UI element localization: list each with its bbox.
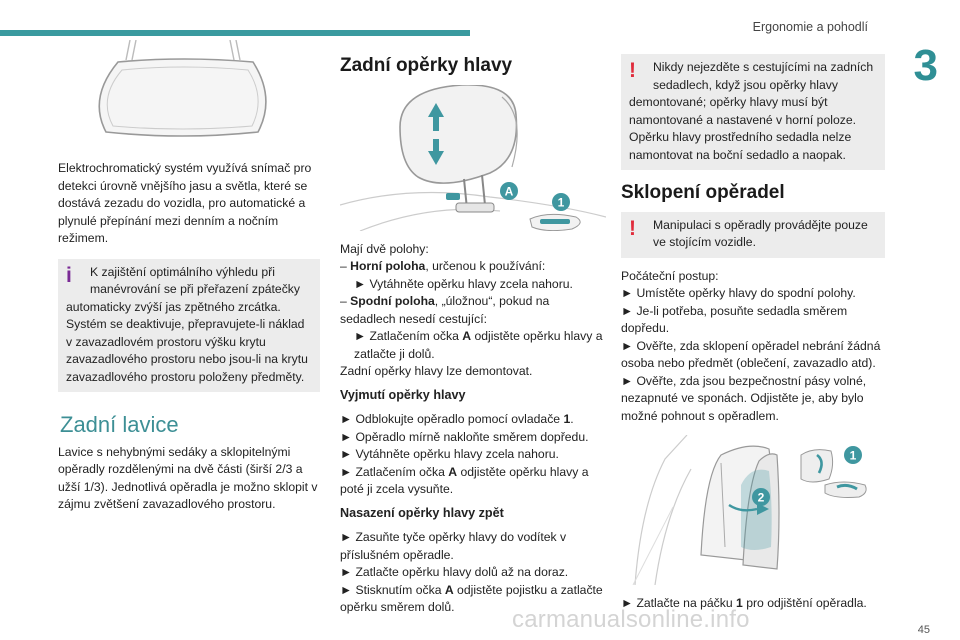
warning2-lead: Manipulaci s opěradly provádějte pouze ve stojícím vozidle. bbox=[653, 217, 868, 249]
final-step-a: ► Zatlačte na páčku bbox=[621, 596, 737, 610]
refit-step-3c: odjistěte pojistku a zatlačte opěrku směrem dolů. bbox=[340, 582, 603, 614]
column-middle bbox=[340, 54, 606, 617]
final-step-b: 1 bbox=[736, 596, 743, 610]
warning-box-backrest bbox=[621, 212, 885, 258]
chapter-title: Ergonomie a pohodlí bbox=[752, 20, 868, 34]
lower-step bbox=[340, 328, 606, 363]
chapter-number: 3 bbox=[913, 41, 938, 90]
watermark: carmanualsonline.info bbox=[512, 606, 750, 633]
refit-step-3b: A bbox=[444, 582, 454, 597]
lower-step-c: odjistěte opěrku hlavy a zatlačte ji dolů. bbox=[354, 329, 603, 361]
lower-label: Spodní poloha bbox=[350, 294, 435, 308]
info-body: automaticky zvýší jas zpětného zrcátka. Systém se deaktivuje, přepravujete-li náklad v zavazadlovém prostoru výšku krytu zavazadlového prostoru nebo jsou-li na krytu zavazadlového prostoru položeny předměty. bbox=[66, 299, 308, 384]
info-icon: i bbox=[66, 263, 72, 287]
removal-step-1 bbox=[340, 411, 606, 429]
removable-note: Zadní opěrky hlavy lze demontovat. bbox=[340, 364, 533, 378]
rear-bench-text: Lavice s nehybnými sedáky a sklopitelnými opěradly rozdělenými na dvě části (širší 2/3 a užší 1/3). Jednotlivá opěradla je možno sklopit v zájmu zvětšení zavazadlového prostoru. bbox=[58, 444, 318, 511]
callout-1-label: 1 bbox=[557, 195, 565, 209]
refit-step-2: ► Zatlačte opěrku hlavy dolů až na doraz. bbox=[340, 565, 569, 579]
lower-step-b: A bbox=[462, 329, 472, 343]
prerequisite-4: ► Ověřte, zda jsou bezpečnostní pásy volné, nezapnuté ve sponách. Odjistěte je, aby bylo možné pohnout s opěradlem. bbox=[621, 373, 867, 423]
upper-rest: , určenou k používání: bbox=[425, 259, 546, 273]
rearview-mirror-illustration bbox=[58, 40, 320, 144]
prerequisites-title: Počáteční postup: bbox=[621, 268, 719, 283]
info-box bbox=[58, 259, 320, 393]
warning-icon: ! bbox=[629, 216, 636, 240]
upper-position bbox=[340, 258, 606, 276]
upper-step: ► Vytáhněte opěrku hlavy zcela nahoru. bbox=[354, 276, 573, 291]
rear-bench-heading: Zadní lavice bbox=[60, 412, 179, 437]
upper-label: Horní poloha bbox=[350, 259, 426, 273]
callout-1-label: 1 bbox=[849, 448, 857, 463]
removal-step-4b: A bbox=[448, 464, 458, 479]
lower-rest: , „úložnou“, pokud na sedadlech nesedí cestující: bbox=[340, 294, 550, 326]
prerequisite-3: ► Ověřte, zda sklopení opěradel nebrání žádná osoba nebo předmět (oblečení, zavazadlo atd). bbox=[621, 338, 881, 370]
column-right bbox=[621, 54, 885, 613]
info-lead: K zajištění optimálního výhledu při manévrování se při přeřazení zpátečky bbox=[90, 264, 300, 296]
column-left bbox=[58, 40, 320, 514]
refit-step-3a: ► Stisknutím očka bbox=[340, 582, 445, 597]
removal-step-2: ► Opěradlo mírně nakloňte směrem dopředu. bbox=[340, 429, 589, 444]
final-step-c: pro odjištění opěradla. bbox=[742, 596, 867, 610]
rear-headrests-heading: Zadní opěrky hlavy bbox=[340, 55, 513, 76]
positions-intro: Mají dvě polohy: bbox=[340, 241, 429, 256]
lower-step-a: ► Zatlačením očka bbox=[354, 329, 463, 343]
callout-2-label: 2 bbox=[757, 490, 765, 505]
removal-step-1c: . bbox=[570, 412, 574, 426]
warning1-body: demontované; opěrky hlavy musí být namontované a nastavené v horní poloze. Opěrku hlavy prostředního sedadla nelze namontovat na boční sedadlo a naopak. bbox=[629, 95, 856, 162]
removal-step-4 bbox=[340, 464, 606, 499]
removal-step-3: ► Vytáhněte opěrku hlavy zcela nahoru. bbox=[340, 447, 559, 461]
warning-box-headrests bbox=[621, 54, 885, 170]
refit-heading: Nasazení opěrky hlavy zpět bbox=[340, 505, 504, 520]
refit-step-1: ► Zasuňte tyče opěrky hlavy do vodítek v příslušném opěradle. bbox=[340, 530, 567, 562]
upper-dash: – bbox=[340, 259, 351, 273]
header-accent-bar bbox=[0, 30, 470, 36]
removal-step-1a: ► Odblokujte opěradlo pomocí ovladače bbox=[340, 412, 564, 426]
removal-step-4a: ► Zatlačením očka bbox=[340, 464, 449, 479]
removal-heading: Vyjmutí opěrky hlavy bbox=[340, 387, 466, 402]
removal-step-1b: 1 bbox=[563, 412, 571, 426]
page-number: 45 bbox=[917, 624, 930, 636]
lower-position bbox=[340, 293, 606, 328]
removal-step-4c: odjistěte opěrku hlavy a poté ji zcela vysuňte. bbox=[340, 464, 589, 496]
fold-backrest-heading: Sklopení opěradel bbox=[621, 182, 785, 203]
headrest-illustration bbox=[340, 85, 606, 231]
lower-dash: – bbox=[340, 294, 351, 308]
prerequisite-1: ► Umístěte opěrky hlavy do spodní polohy. bbox=[621, 286, 856, 300]
mirror-description: Elektrochromatický systém využívá snímač pro detekci úrovně vnějšího jasu a světla, které se dostává zezadu do vozidla, pro automatické a plynulé přepínání mezi denním a nočním režimem. bbox=[58, 161, 312, 245]
prerequisite-2: ► Je-li potřeba, posuňte sedadla směrem dopředu. bbox=[621, 303, 848, 335]
warning1-lead: Nikdy nejezděte s cestujícími na zadních sedadlech, když jsou opěrky hlavy bbox=[653, 60, 874, 92]
backrest-folding-illustration bbox=[621, 435, 885, 585]
callout-a-label: A bbox=[504, 184, 514, 198]
warning-icon: ! bbox=[629, 59, 636, 82]
